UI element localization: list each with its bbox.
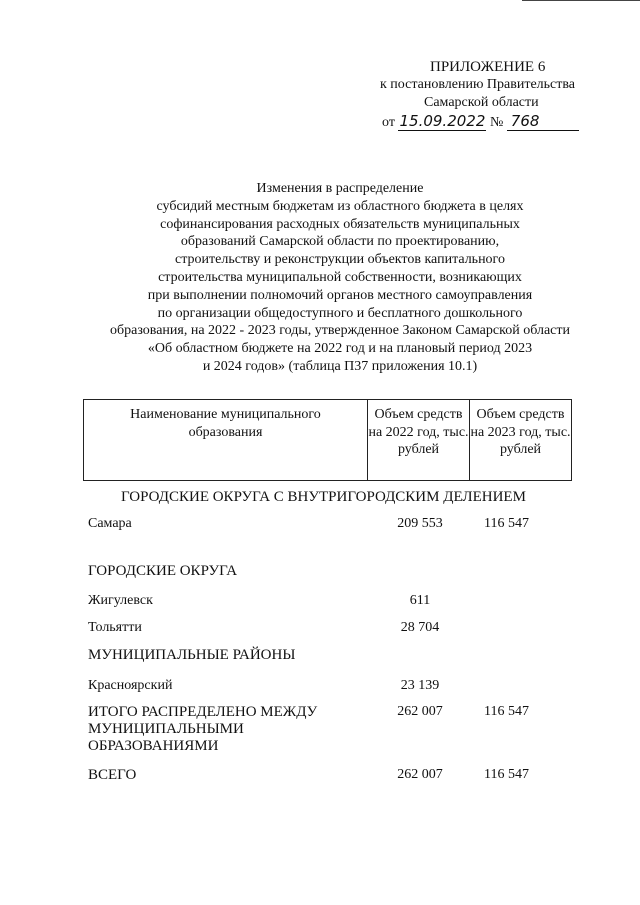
- row-name: Жигулевск: [88, 593, 153, 608]
- heading-line: и 2024 годов» (таблица П37 приложения 10.1): [202, 358, 478, 374]
- table-header: [83, 399, 572, 481]
- heading-line: образований Самарской области по проектированию,: [180, 234, 500, 250]
- appendix-date-line: [380, 112, 610, 132]
- section-municipal-districts: МУНИЦИПАЛЬНЫЕ РАЙОНЫ: [88, 647, 296, 663]
- heading-line: субсидий местным бюджетам из областного бюджета в целях: [156, 198, 524, 214]
- row-name: Тольятти: [88, 620, 142, 635]
- appendix-number: 768: [507, 112, 579, 131]
- column-header-name: Наименование муниципального образования: [84, 400, 368, 480]
- heading-line: софинансирования расходных обязательств муниципальных: [160, 216, 520, 232]
- row-value-2023: 116 547: [484, 516, 529, 531]
- row-value-2022: 262 007: [397, 704, 443, 719]
- heading-line: при выполнении полномочий органов местного самоуправления: [147, 287, 533, 303]
- row-value-2023: 116 547: [484, 767, 529, 782]
- appendix-title: ПРИЛОЖЕНИЕ 6: [430, 59, 546, 75]
- heading-line: «Об областном бюджете на 2022 год и на плановый период 2023: [147, 341, 533, 357]
- top-edge-line: [522, 0, 640, 1]
- row-value-2022: 28 704: [400, 620, 440, 635]
- appendix-header: [380, 58, 610, 132]
- heading-line: строительству и реконструкции объектов капитального: [175, 252, 505, 268]
- row-name: Красноярский: [88, 678, 173, 693]
- row-value-2022: 23 139: [400, 678, 440, 693]
- heading-line: образования, на 2022 - 2023 годы, утвержденное Законом Самарской области: [109, 323, 570, 339]
- row-value-2023: 116 547: [484, 704, 529, 719]
- document-heading: [40, 180, 640, 376]
- number-prefix: №: [489, 115, 504, 130]
- row-value-2022: 611: [409, 593, 431, 608]
- heading-line: по организации общедоступного и бесплатного дошкольного: [157, 305, 523, 321]
- row-name: Самара: [88, 516, 132, 531]
- section-urban-districts-with-division: ГОРОДСКИЕ ОКРУГА С ВНУТРИГОРОДСКИМ ДЕЛЕНИЕМ: [121, 489, 526, 505]
- date-prefix: от: [382, 115, 395, 130]
- appendix-line-1: к постановлению Правительства: [380, 77, 576, 92]
- row-value-2022: 209 553: [397, 516, 443, 531]
- row-name: ИТОГО РАСПРЕДЕЛЕНО МЕЖДУ МУНИЦИПАЛЬНЫМИ ОБРАЗОВАНИЯМИ: [88, 704, 318, 754]
- heading-line: строительства муниципальной собственности, возникающих: [158, 269, 522, 285]
- heading-line: Изменения в распределение: [256, 181, 424, 196]
- row-name: ВСЕГО: [88, 767, 137, 783]
- appendix-line-2: Самарской области: [424, 95, 539, 110]
- row-value-2022: 262 007: [397, 767, 443, 782]
- column-header-2022: Объем средств на 2022 год, тыс. рублей: [368, 400, 470, 480]
- section-urban-districts: ГОРОДСКИЕ ОКРУГА: [88, 563, 238, 579]
- appendix-date: 15.09.2022: [399, 112, 486, 130]
- column-header-2023: Объем средств на 2023 год, тыс. рублей: [470, 407, 571, 457]
